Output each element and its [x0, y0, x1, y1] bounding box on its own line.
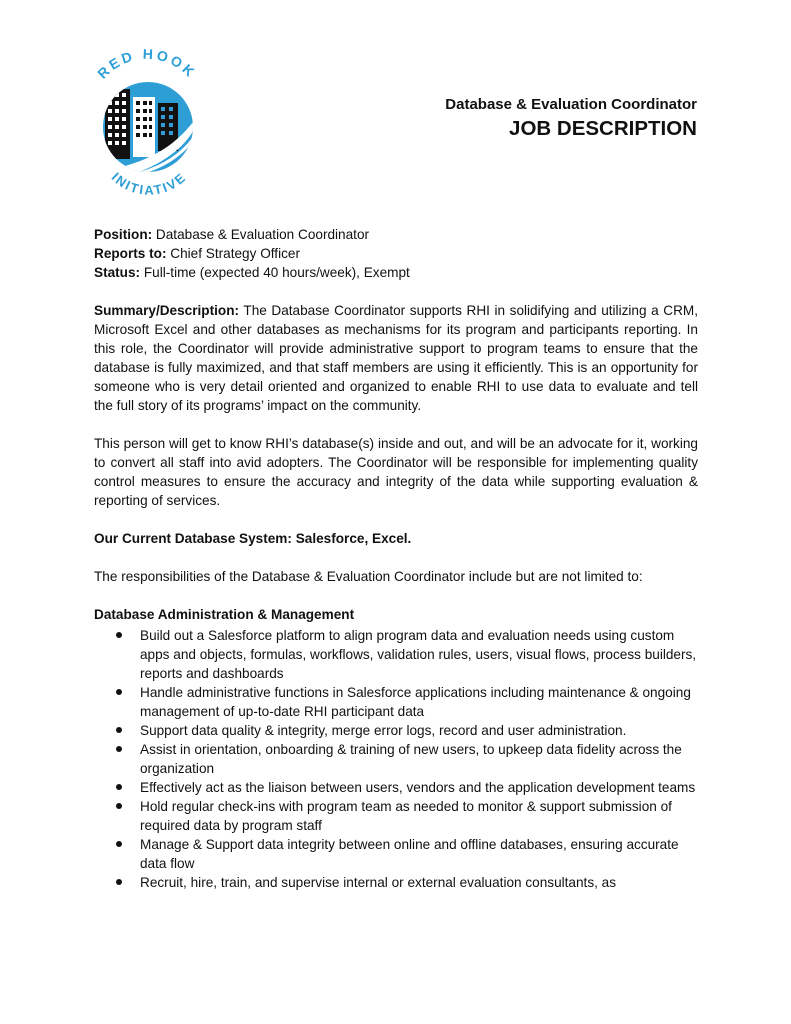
job-subtitle: Database & Evaluation Coordinator [445, 96, 697, 113]
position-line [94, 225, 698, 244]
responsibilities-intro: The responsibilities of the Database & Evaluation Coordinator include but are not limited to: [94, 569, 643, 584]
reports-to-value: Chief Strategy Officer [166, 246, 300, 261]
status-value: Full-time (expected 40 hours/week), Exempt [140, 265, 410, 280]
current-database-system: Our Current Database System: Salesforce, Excel. [94, 531, 412, 546]
section-heading: Database Administration & Management [94, 607, 355, 622]
reports-to-label: Reports to: [94, 246, 167, 261]
svg-text:INITIATIVE [109, 169, 190, 195]
summary-text: The Database Coordinator supports RHI in solidifying and utilizing a CRM, Microsoft Excel and other databases as mechanisms for its program and participants reporting. In this role, the Coordinator will provide administrative support to program teams to ensure that the database is fully maximized, and that staff members are using it efficiently. This is an opportunity for someone who is very detail oriented and organized to enable RHI to use data to evaluate and tell the full story of its programs’ impact on the community. [94, 303, 698, 413]
summary-paragraph [94, 301, 698, 415]
responsibilities-list [94, 626, 698, 892]
list-item: Recruit, hire, train, and supervise internal or external evaluation consultants, as [94, 873, 698, 892]
status-line [94, 263, 698, 282]
list-item: Assist in orientation, onboarding & training of new users, to upkeep data fidelity across the organization [94, 740, 698, 778]
summary-label: Summary/Description: [94, 303, 240, 318]
logo-top-text: RED HOOK [94, 45, 200, 82]
list-item: Build out a Salesforce platform to align program data and evaluation needs using custom apps and objects, formulas, workflows, validation rules, users, visual flows, process builders, reports and dashboards [94, 626, 698, 683]
list-item: Hold regular check-ins with program team as needed to monitor & support submission of required data by program staff [94, 797, 698, 835]
job-title: JOB DESCRIPTION [509, 117, 697, 140]
document-header [445, 95, 697, 143]
list-item: Support data quality & integrity, merge error logs, record and user administration. [94, 721, 698, 740]
document-body [94, 225, 698, 892]
svg-text:RED HOOK [94, 46, 200, 82]
position-value: Database & Evaluation Coordinator [152, 227, 370, 242]
advocate-paragraph: This person will get to know RHI’s database(s) inside and out, and will be an advocate for it, working to convert all staff into avid adopters. The Coordinator will be responsible for implementing quality control measures to ensure the accuracy and integrity of the data while supporting evaluation & reporting of services. [94, 436, 698, 508]
list-item: Handle administrative functions in Salesforce applications including maintenance & ongoing management of up-to-date RHI participant data [94, 683, 698, 721]
logo-bottom-text: INITIATIVE [108, 169, 190, 195]
red-hook-initiative-logo [85, 45, 213, 195]
reports-to-line [94, 244, 698, 263]
list-item: Effectively act as the liaison between users, vendors and the application development teams [94, 778, 698, 797]
list-item: Manage & Support data integrity between online and offline databases, ensuring accurate data flow [94, 835, 698, 873]
position-label: Position: [94, 227, 153, 242]
status-label: Status: [94, 265, 141, 280]
